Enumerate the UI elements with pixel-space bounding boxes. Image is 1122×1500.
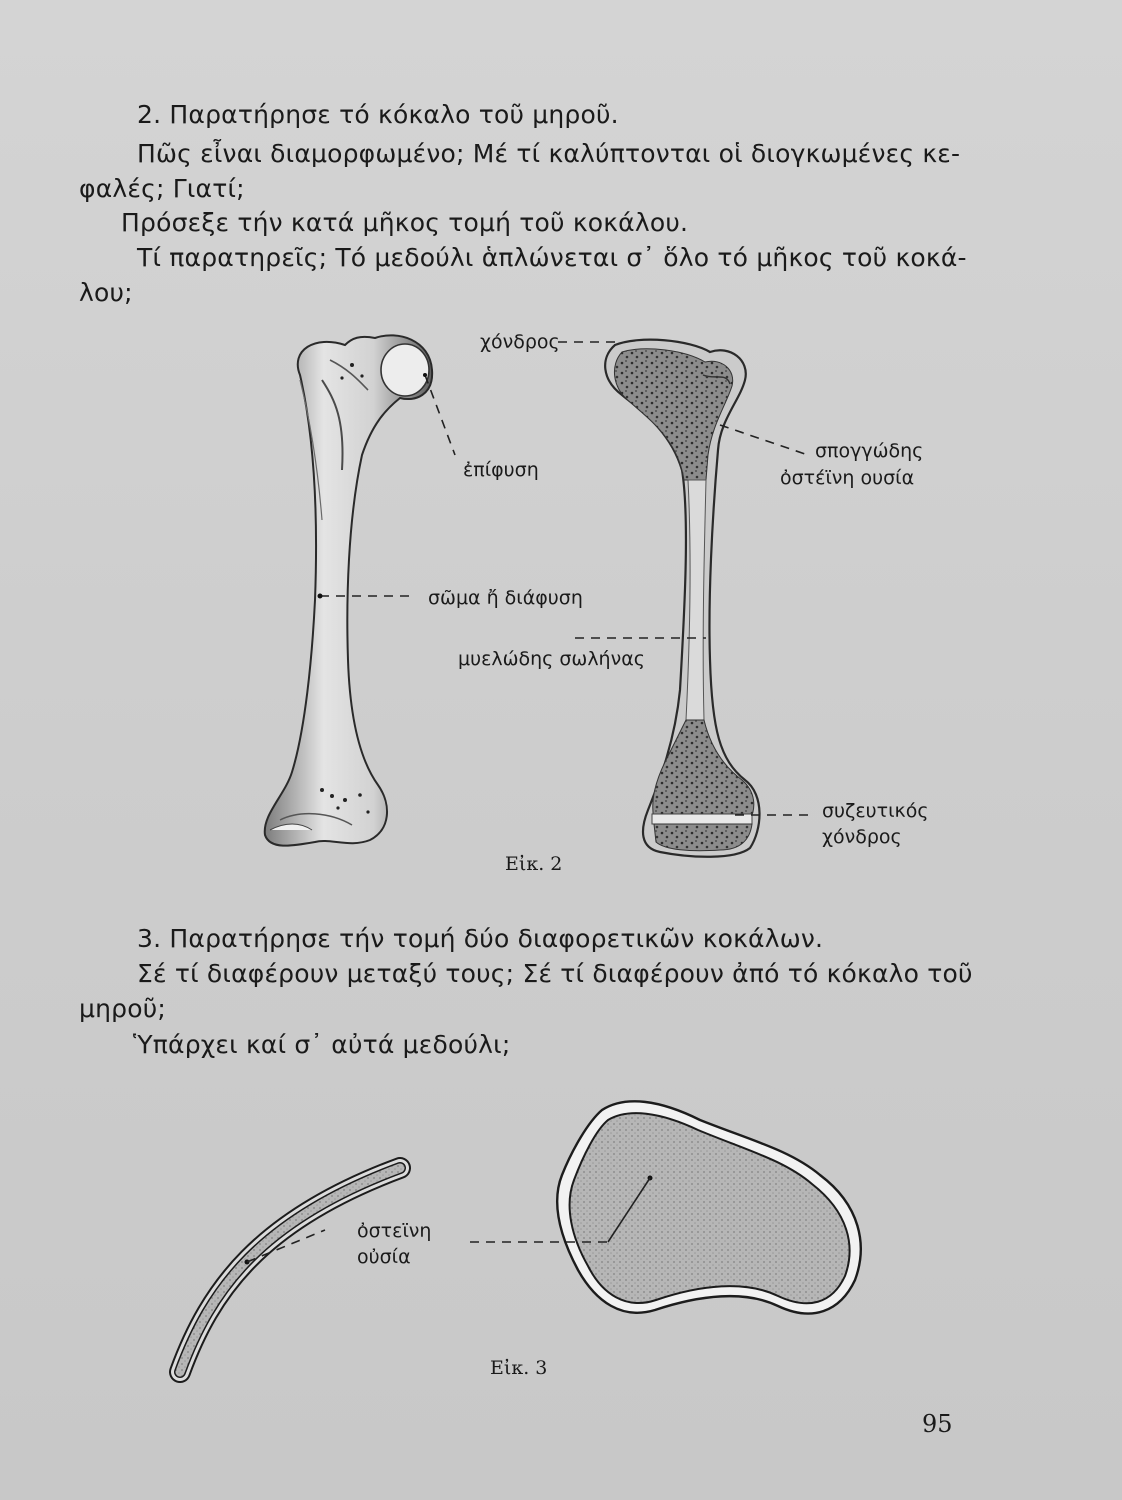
page-number: 95: [922, 1410, 953, 1438]
figure-2-caption: Εἰκ. 2: [505, 853, 563, 875]
section-2-line-4: Τί παρατηρεῖς; Τό μεδούλι ἁπλώνεται σ᾽ ὅλο τό μῆκος τοῦ κοκά-: [137, 243, 967, 272]
label-chondros: χόνδρος: [480, 331, 560, 353]
section-2-line-1: Πῶς εἶναι διαμορφωμένο; Μέ τί καλύπτονται οἱ διογκωμένες κε-: [137, 139, 961, 168]
section-2-line-5: λου;: [79, 278, 133, 307]
section-2-line-3: Πρόσεξε τήν κατά μῆκος τομή τοῦ κοκάλου.: [121, 208, 689, 237]
label-spongodis-1: σπογγώδης: [815, 440, 924, 462]
label-syzeftikos-2: χόνδρος: [822, 826, 902, 848]
label-spongodis-2: ὀστέϊνη ουσία: [780, 467, 915, 489]
femur-exterior-illustration: [265, 335, 432, 845]
flat-bone-section-illustration: [180, 1168, 400, 1372]
label-osteini-2: οὐσία: [357, 1246, 411, 1268]
leader-spongodis: [720, 425, 808, 455]
section-3-line-2: μηροῦ;: [79, 994, 167, 1023]
label-osteini-1: ὀστεϊνη: [357, 1220, 432, 1242]
femur-section-illustration: [605, 340, 759, 857]
section-3-line-1: Σέ τί διαφέρουν μεταξύ τους; Σέ τί διαφέρουν ἀπό τό κόκαλο τοῦ: [137, 959, 973, 988]
figure-3-caption: Εἰκ. 3: [490, 1357, 548, 1379]
label-syzeftikos-1: συζευτικός: [822, 800, 929, 822]
label-myelodis: μυελώδης σωλήνας: [458, 648, 645, 670]
section-2-heading: 2. Παρατήρησε τό κόκαλο τοῦ μηροῦ.: [137, 100, 619, 129]
label-epifysi: ἐπίφυση: [463, 459, 539, 481]
section-2-line-2: φαλές; Γιατί;: [79, 174, 245, 203]
label-soma: σῶμα ἤ διάφυση: [428, 587, 583, 609]
section-3-line-3: Ὑπάρχει καί σ᾽ αὐτά μεδούλι;: [133, 1030, 511, 1059]
short-bone-section-illustration: [557, 1101, 861, 1313]
section-3-heading: 3. Παρατήρησε τήν τομή δύο διαφορετικῶν κοκάλων.: [137, 924, 824, 953]
